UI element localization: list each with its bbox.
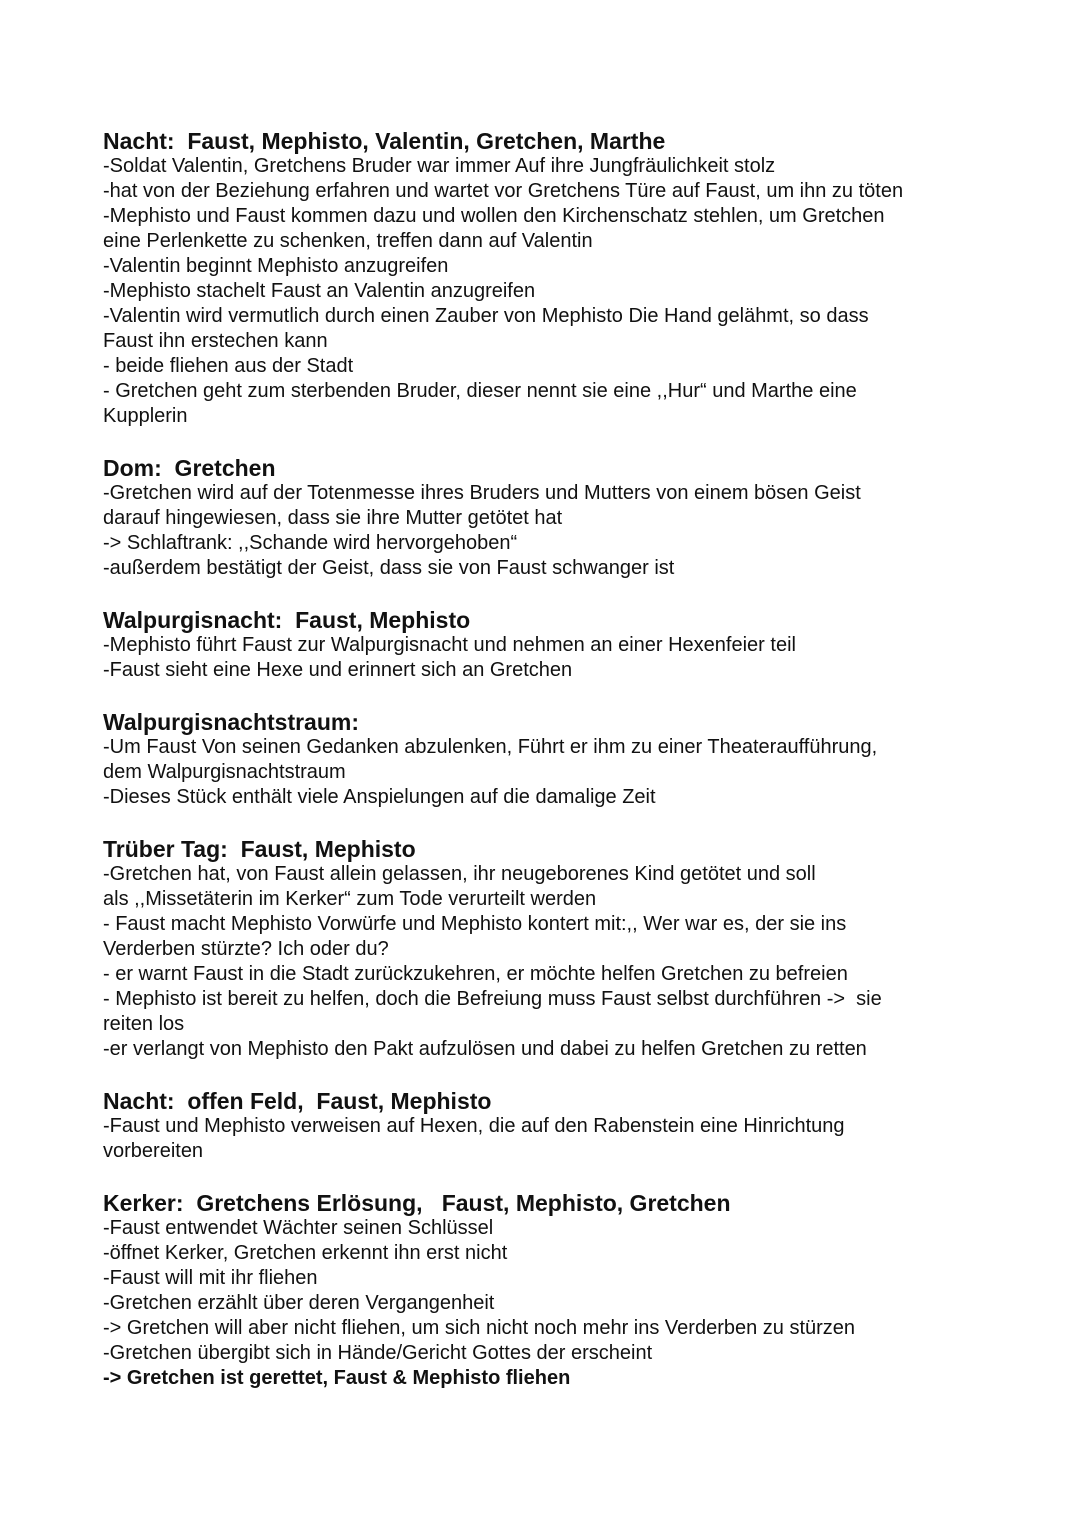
document-page (103, 128, 1003, 1417)
text-line: -Mephisto stachelt Faust an Valentin anzugreifen (103, 280, 536, 302)
text-line: -> Schlaftrank: ,,Schande wird hervorgehoben“ (103, 532, 518, 554)
text-line: -Faust entwendet Wächter seinen Schlüssel (103, 1217, 494, 1239)
text-line: -hat von der Beziehung erfahren und wartet vor Gretchens Türe auf Faust, um ihn zu töten (103, 180, 904, 202)
text-line: -> Gretchen will aber nicht fliehen, um sich nicht noch mehr ins Verderben zu stürzen (103, 1317, 856, 1339)
text-line: Verderben stürzte? Ich oder du? (103, 938, 389, 960)
section-heading: Walpurgisnacht: Faust, Mephisto (103, 607, 471, 633)
text-line: -Faust und Mephisto verweisen auf Hexen, die auf den Rabenstein eine Hinrichtung (103, 1115, 845, 1137)
section (103, 836, 1003, 1062)
text-line: - beide fliehen aus der Stadt (103, 355, 354, 377)
text-line: -Valentin wird vermutlich durch einen Zauber von Mephisto Die Hand gelähmt, so dass (103, 305, 869, 327)
text-line: Faust ihn erstechen kann (103, 330, 328, 352)
section (103, 1190, 1003, 1391)
section (103, 455, 1003, 581)
text-line: -Faust sieht eine Hexe und erinnert sich an Gretchen (103, 659, 573, 681)
section (103, 128, 1003, 429)
text-line: -Gretchen übergibt sich in Hände/Gericht Gottes der erscheint (103, 1342, 653, 1364)
text-line: -Valentin beginnt Mephisto anzugreifen (103, 255, 449, 277)
text-line: -Dieses Stück enthält viele Anspielungen auf die damalige Zeit (103, 786, 656, 808)
text-line: eine Perlenkette zu schenken, treffen dann auf Valentin (103, 230, 593, 252)
section (103, 607, 1003, 683)
text-line: vorbereiten (103, 1140, 204, 1162)
text-line: -außerdem bestätigt der Geist, dass sie von Faust schwanger ist (103, 557, 675, 579)
text-line: -öffnet Kerker, Gretchen erkennt ihn erst nicht (103, 1242, 508, 1264)
text-line: dem Walpurgisnachtstraum (103, 761, 346, 783)
section (103, 1088, 1003, 1164)
section-heading: Kerker: Gretchens Erlösung, Faust, Mephisto, Gretchen (103, 1190, 731, 1216)
text-line: -Soldat Valentin, Gretchens Bruder war immer Auf ihre Jungfräulichkeit stolz (103, 155, 776, 177)
section-heading: Trüber Tag: Faust, Mephisto (103, 836, 416, 862)
text-line: - Gretchen geht zum sterbenden Bruder, dieser nennt sie eine ,,Hur“ und Marthe eine (103, 380, 857, 402)
text-line: als ,,Missetäterin im Kerker“ zum Tode verurteilt werden (103, 888, 597, 910)
text-line: -Gretchen erzählt über deren Vergangenheit (103, 1292, 495, 1314)
text-line: - Faust macht Mephisto Vorwürfe und Mephisto kontert mit:,, Wer war es, der sie ins (103, 913, 847, 935)
section-heading: Walpurgisnachtstraum: (103, 709, 360, 735)
text-line: -Gretchen hat, von Faust allein gelassen, ihr neugeborenes Kind getötet und soll (103, 863, 816, 885)
text-line: reiten los (103, 1013, 185, 1035)
text-line: - Mephisto ist bereit zu helfen, doch die Befreiung muss Faust selbst durchführen -> sie (103, 988, 882, 1010)
conclusion-line: -> Gretchen ist gerettet, Faust & Mephisto fliehen (103, 1367, 571, 1389)
section-heading: Nacht: Faust, Mephisto, Valentin, Gretchen, Marthe (103, 128, 666, 154)
text-line: -Um Faust Von seinen Gedanken abzulenken, Führt er ihm zu einer Theateraufführung, (103, 736, 878, 758)
text-line: -Mephisto führt Faust zur Walpurgisnacht und nehmen an einer Hexenfeier teil (103, 634, 796, 656)
section (103, 709, 1003, 810)
text-line: -Faust will mit ihr fliehen (103, 1267, 318, 1289)
section-heading: Dom: Gretchen (103, 455, 276, 481)
text-line: Kupplerin (103, 405, 188, 427)
text-line: -er verlangt von Mephisto den Pakt aufzulösen und dabei zu helfen Gretchen zu retten (103, 1038, 867, 1060)
section-heading: Nacht: offen Feld, Faust, Mephisto (103, 1088, 492, 1114)
text-line: - er warnt Faust in die Stadt zurückzukehren, er möchte helfen Gretchen zu befreien (103, 963, 848, 985)
text-line: -Mephisto und Faust kommen dazu und wollen den Kirchenschatz stehlen, um Gretchen (103, 205, 885, 227)
text-line: -Gretchen wird auf der Totenmesse ihres Bruders und Mutters von einem bösen Geist (103, 482, 861, 504)
text-line: darauf hingewiesen, dass sie ihre Mutter getötet hat (103, 507, 563, 529)
